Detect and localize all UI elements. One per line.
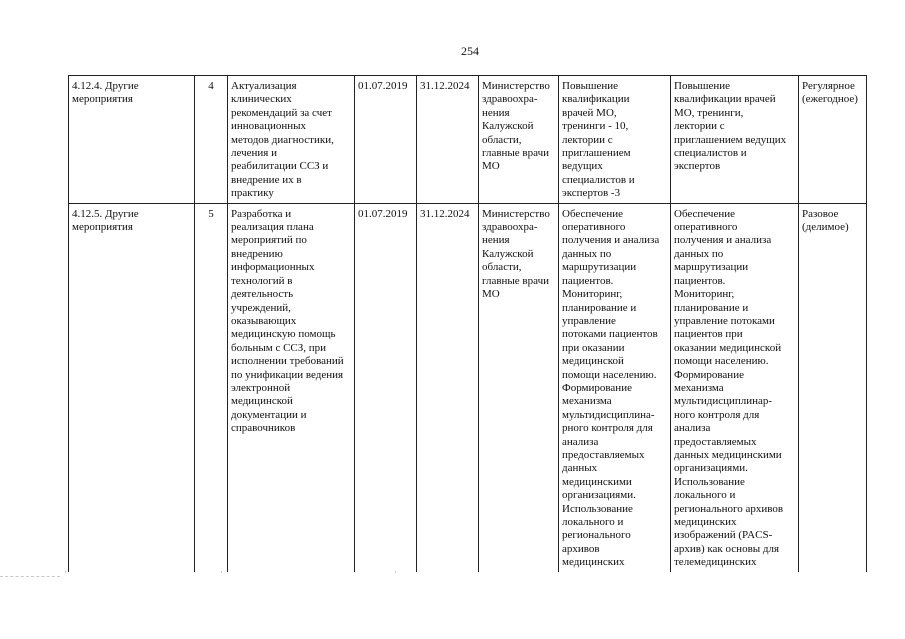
start-date-cell: 01.07.2019 [355, 76, 417, 204]
result-cell: Повышение квалификации врачей МО, тренинги, лектории с приглашением ведущих специалистов и экспертов [671, 76, 799, 204]
table-row [69, 203, 867, 572]
scan-speck: · [64, 567, 67, 577]
scan-speck: · [394, 567, 397, 577]
measure-code-cell: 4.12.4. Другие мероприятия [69, 76, 195, 204]
measure-code-cell: 4.12.5. Другие мероприятия [69, 203, 195, 572]
scan-artifact [0, 576, 60, 577]
scan-speck: · [220, 567, 223, 577]
measure-action-cell: Разработка и реализация плана мероприятий по внедрению информационных технологий в деятельность учреждений, оказывающих медицинскую помощь больным с ССЗ, при исполнении требований по унификации ведения электронной медицинской документации и справочников [228, 203, 355, 572]
measure-type-cell: Разовое (делимое) [799, 203, 867, 572]
measure-index-cell: 4 [195, 76, 228, 204]
result-cell: Обеспечение оперативного получения и анализа данных по маршрутизации пациентов. Мониторинг, планирование и управление потоками пациентов при оказании медицинской помощи населению. Формирование механизма мультидисциплинар- ного контроля для анализа предоставляемых данных медицинскими организациями. Использование локального и регионального архивов медицинских изображений (PACS- архив) как основы для телемедицинских [671, 203, 799, 572]
page-number: 254 [461, 44, 479, 58]
executor-cell: Министерство здравоохра- нения Калужской области, главные врачи МО [479, 76, 559, 204]
indicator-cell: Повышение квалификации врачей МО, тренинги - 10, лектории с приглашением ведущих специалистов и экспертов -3 [559, 76, 671, 204]
executor-cell: Министерство здравоохра- нения Калужской области, главные врачи МО [479, 203, 559, 572]
end-date-cell: 31.12.2024 [417, 76, 479, 204]
measure-type-cell: Регулярное (ежегодное) [799, 76, 867, 204]
indicator-cell: Обеспечение оперативного получения и анализа данных по маршрутизации пациентов. Мониторинг, планирование и управление потоками пациентов при оказании медицинской помощи населению. Формирование механизма мультидисциплина- рного контроля для анализа предоставляемых данных медицинскими организациями. Использование локального и регионального архивов медицинских [559, 203, 671, 572]
measures-table [68, 75, 867, 572]
measure-index-cell: 5 [195, 203, 228, 572]
table-row [69, 76, 867, 204]
end-date-cell: 31.12.2024 [417, 203, 479, 572]
start-date-cell: 01.07.2019 [355, 203, 417, 572]
measure-action-cell: Актуализация клинических рекомендаций за счет инновационных методов диагностики, лечения и реабилитации ССЗ и внедрение их в практику [228, 76, 355, 204]
